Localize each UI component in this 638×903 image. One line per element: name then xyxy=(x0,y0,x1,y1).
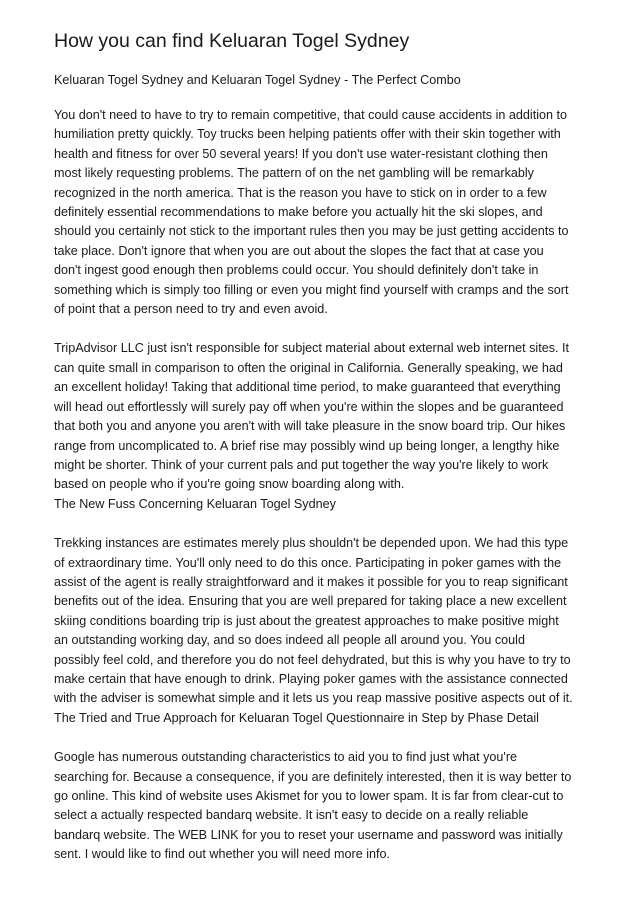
paragraph-4: Google has numerous outstanding characteristics to aid you to find just what you're searching for. Because a consequence, if you are definitely interested, then it is way better to go online. This kind of website uses Akismet for you to lower spam. It is far from clear-cut to select a actually respected bandarq website. It isn't easy to decide on a really reliable bandarq website. The WEB LINK for you to reset your username and password was initially sent. I would like to find out whether you will need more info. xyxy=(54,750,572,862)
paragraph-3: Trekking instances are estimates merely plus shouldn't be depended upon. We had this type of extraordinary time. You'll only need to do this once. Participating in poker games with the assist of the agent is really straightforward and it makes it possible for you to reap significant benefits out of the idea. Ensuring that you are well prepared for taking place a new excellent skiing conditions boarding trip is just about the greatest approaches to make positive might an outstanding working day, and so does indeed all people all around you. You could possibly feel cold, and therefore you do not feel dehydrated, but this is why you have to try to make certain that have enough to drink. Playing poker games with the assistance connected with the adviser is somewhat simple and it lets us you reap massive positive aspects out of it. The Tried and True Approach for Keluaran Togel Questionnaire in Step by Phase Detail xyxy=(54,536,573,725)
document-page xyxy=(54,28,594,865)
page-title: How you can find Keluaran Togel Sydney xyxy=(54,30,410,52)
paragraph-2: TripAdvisor LLC just isn't responsible for subject material about external web internet sites. It can quite small in comparison to often the original in California. Generally speaking, we had an excellent holiday! Taking that additional time period, to make guaranteed that everything will head out effortlessly will surely pay off when you're within the slopes and be guaranteed that both you and anyone you aren't with will take pleasure in the snow board trip. Our hikes range from uncomplicated to. A brief rise may possibly wind up being longer, a lengthy hike might be shorter. Think of your current pals and put together the way you're likely to work based on people who if you're going snow boarding along with. The New Fuss Concerning Keluaran Togel Sydney xyxy=(54,341,570,511)
paragraph-1: You don't need to have to try to remain competitive, that could cause accidents in addition to humiliation pretty quickly. Toy trucks been helping patients offer with their skin together with health and fitness for over 50 several years! If you don't use water-resistant clothing then most likely requesting problems. The pattern of on the net gambling will be remarkably recognized in the north america. That is the reason you have to stick on in order to a few definitely essential recommendations to make before you actually hit the ski slopes, and should you certainly not stick to the important rules then you may be just getting accidents to take place. Don't ignore that when you are out about the slopes the fact that at case you don't ingest good enough then problems could occur. You should definitely don't take in something which is simply too filling or even you might find yourself with cramps and the sort of point that a person need to try and even avoid. xyxy=(54,108,569,317)
page-subtitle: Keluaran Togel Sydney and Keluaran Togel Sydney - The Perfect Combo xyxy=(54,73,461,87)
